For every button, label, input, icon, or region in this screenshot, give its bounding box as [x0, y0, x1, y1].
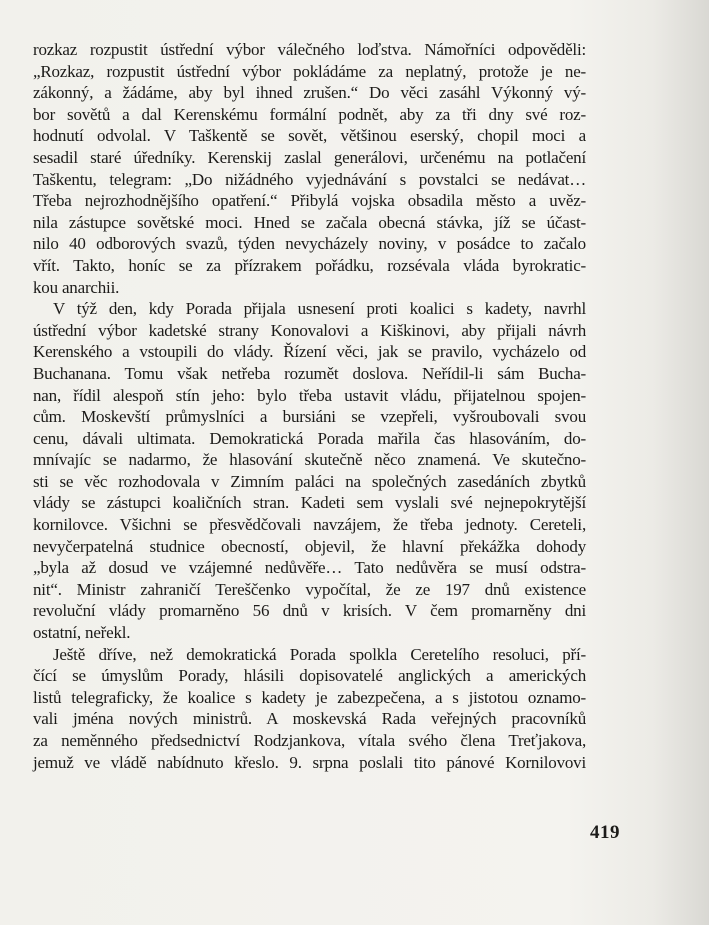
- text-line: nit“. Ministr zahraničí Tereščenko vypočítal, že ze 197 dnů existence: [33, 579, 586, 599]
- text-line: rozkaz rozpustit ústřední výbor válečného loďstva. Námořníci odpověděli:: [33, 40, 586, 59]
- text-line: vali jména nových ministrů. A moskevská Rada veřejných pracovníků: [33, 709, 586, 729]
- text-line: mnívajíc se nadarmo, že hlasování skutečně něco znamená. Ve skutečno-: [33, 450, 586, 470]
- text-line: ostatní, neřekl.: [33, 623, 131, 643]
- text-line: Kerenského a vstoupili do vlády. Řízení věci, jak se pravilo, vycházelo od: [33, 342, 586, 362]
- body-text: [33, 39, 586, 773]
- text-line: jemuž ve vládě nabídnuto křeslo. 9. srpna poslali tito pánové Kornilovovi: [33, 752, 586, 772]
- text-line: vřít. Takto, honíc se za přízrakem pořádku, rozsévala vláda byrokratic-: [33, 255, 586, 275]
- text-line: zákonný, a žádáme, aby byl ihned zrušen.“ Do věci zasáhl Výkonný vý-: [33, 83, 586, 103]
- text-line: V týž den, kdy Porada přijala usnesení proti koalici s kadety, navrhl: [53, 299, 586, 319]
- text-line: cenu, dávali ultimata. Demokratická Porada mařila čas hlasováním, do-: [33, 428, 586, 448]
- text-line: listů telegraficky, že koalice s kadety je zabezpečena, a s jistotou oznamo-: [33, 687, 586, 707]
- text-line: Ještě dříve, než demokratická Porada spolkla Ceretelího resoluci, pří-: [53, 644, 586, 664]
- text-line: nan, řídil alespoň stín jeho: bylo třeba ustavit vládu, přijatelnou spojen-: [33, 385, 586, 405]
- text-line: sti se věc rozhodovala v Zimním paláci na společných zasedáních zbytků: [33, 471, 586, 491]
- text-line: Buchanana. Tomu však netřeba rozumět doslova. Neřídil-li sám Bucha-: [33, 363, 586, 383]
- text-line: „Rozkaz, rozpustit ústřední výbor pokládáme za neplatný, protože je ne-: [33, 61, 586, 81]
- text-line: Třeba nejrozhodnějšího opatření.“ Přibylá vojska obsadila město a uvěz-: [33, 191, 586, 211]
- text-line: sesadil staré úředníky. Kerenskij zaslal generálovi, určenému na potlačení: [33, 147, 586, 167]
- paragraph: [33, 39, 586, 298]
- text-line: revoluční vlády promarněno 56 dnů v krisích. V čem promarněny dni: [33, 601, 586, 621]
- text-line: kou anarchii.: [33, 277, 120, 297]
- text-line: čící se úmyslům Porady, hlásili dopisovatelé anglických a amerických: [33, 666, 586, 686]
- text-line: nila zástupce sovětské moci. Hned se začala obecná stávka, jíž se účast-: [33, 212, 586, 232]
- text-line: Taškentu, telegram: „Do nižádného vyjednávání s povstalci se nedávat…: [33, 169, 586, 189]
- text-line: hodnutí odvolal. V Taškentě se sovět, většinou eserský, chopil moci a: [33, 126, 586, 146]
- page-number: 419: [590, 822, 620, 843]
- paragraph: [33, 644, 586, 774]
- text-line: cům. Moskevští průmyslníci a bursiáni se vzepřeli, vyšroubovali svou: [33, 407, 586, 427]
- text-line: „byla až dosud ve vzájemné nedůvěře… Tato nedůvěra se musí odstra-: [33, 558, 586, 578]
- text-line: nilo 40 odborových svazů, týden nevycházely noviny, v posádce to začalo: [33, 234, 586, 254]
- text-line: vlády se zástupci koaličních stran. Kadeti sem vyslali své nejnepokrytější: [33, 493, 586, 513]
- text-line: kornilovce. Všichni se přesvědčovali navzájem, že třeba jednoty. Cereteli,: [33, 515, 586, 535]
- text-line: nevyčerpatelná studnice obecností, objevil, že hlavní překážka dohody: [33, 536, 586, 556]
- text-line: za neměnného předsednictví Rodzjankova, vítala svého člena Treťjakova,: [33, 731, 586, 750]
- text-line: bor sovětů a dal Kerenskému formální podnět, aby za tři dny své roz-: [33, 104, 586, 124]
- paragraph: [33, 298, 586, 644]
- text-line: ústřední výbor kadetské strany Konovalovi a Kiškinovi, aby přijali návrh: [33, 320, 586, 340]
